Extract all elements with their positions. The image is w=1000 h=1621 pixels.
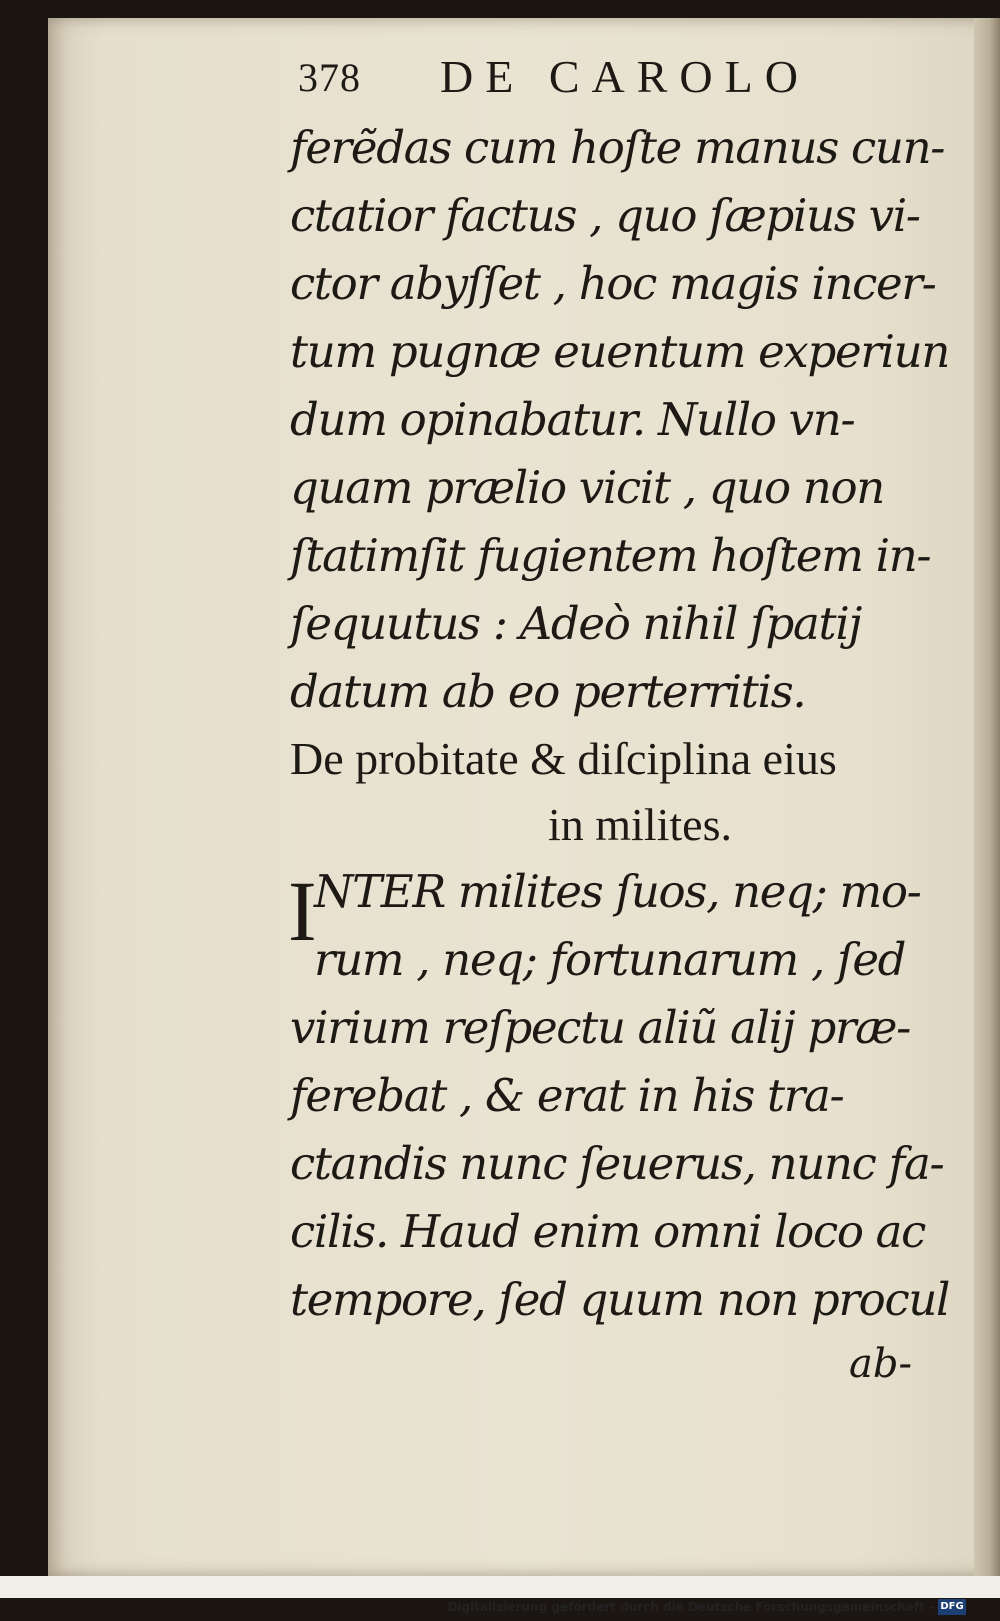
drop-cap: I	[288, 863, 317, 959]
text-line: virium reſpectu aliũ alij præ-	[290, 1001, 911, 1054]
text-line: tum pugnæ euentum experiun	[290, 325, 949, 378]
page-header	[290, 40, 962, 114]
text-line: ctandis nunc ſeuerus, nunc fa-	[290, 1137, 944, 1190]
page-edge	[974, 18, 1000, 1576]
paragraph-1	[290, 114, 962, 726]
text-line: ſtatimſit fugientem hoſtem in-	[290, 529, 931, 582]
dfg-logo: DFG	[938, 1599, 966, 1615]
text-line: tempore, ſed quum non procul	[290, 1273, 950, 1326]
text-line: ſequutus : Adeò nihil ſpatij	[290, 597, 862, 650]
text-line: dum opinabatur. Nullo vn-	[290, 393, 855, 446]
catchword: ab-	[849, 1341, 912, 1387]
section-heading-continued: in milites.	[548, 799, 732, 850]
text-line: ferebat , & erat in his tra-	[290, 1069, 844, 1122]
text-line: ferẽdas cum hoſte manus cun-	[290, 121, 945, 174]
text-line: rum , neq; fortunarum , ſed	[314, 933, 906, 986]
footer-bar	[0, 1576, 1000, 1598]
text-line: NTER milites ſuos, neq; mo-	[314, 865, 921, 918]
text-block	[290, 40, 962, 1394]
paragraph-2	[290, 858, 962, 1334]
text-line: ctatior factus , quo ſæpius vi-	[290, 189, 920, 242]
text-line: cilis. Haud enim omni loco ac	[290, 1205, 926, 1258]
section-heading: De probitate & diſciplina eius	[290, 733, 837, 784]
page-number: 378	[298, 55, 361, 100]
digitization-credit: Digitalisierung gefördert durch die Deutsche Forschungsgemeinschaft -	[447, 1600, 934, 1614]
text-line: quam prælio vicit , quo non	[290, 461, 884, 514]
running-head: DE CAROLO	[440, 51, 810, 102]
text-line: datum ab eo perterritis.	[290, 665, 806, 718]
text-line: ctor abyſſet , hoc magis incer-	[290, 257, 936, 310]
